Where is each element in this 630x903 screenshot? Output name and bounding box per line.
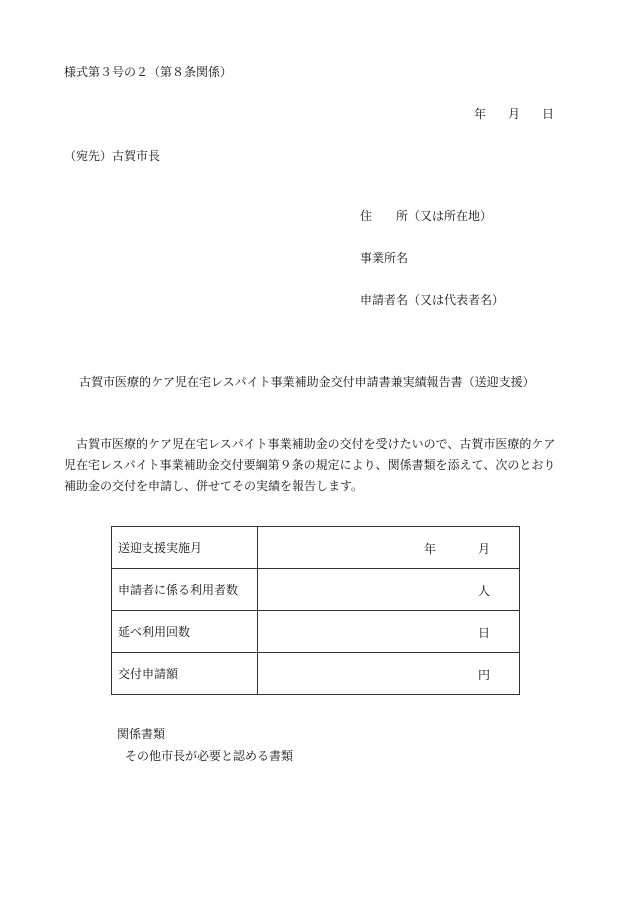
- recipient: （宛先）古賀市長: [64, 149, 161, 163]
- usage-count-field[interactable]: [258, 611, 520, 653]
- row-label: 送迎支援実施月: [112, 527, 258, 569]
- table-row: [112, 653, 520, 695]
- related-documents-heading: 関係書類: [117, 727, 166, 741]
- unit-person: 人: [477, 584, 490, 598]
- unit-month: 月: [477, 542, 490, 556]
- date-year: 年: [473, 107, 486, 121]
- table-row: [112, 569, 520, 611]
- date-month: 月: [507, 107, 520, 121]
- applicant-name-label: 申請者名（又は代表者名）: [360, 293, 505, 307]
- unit-day: 日: [477, 626, 490, 640]
- row-label: 交付申請額: [112, 653, 258, 695]
- date-day: 日: [541, 107, 554, 121]
- office-name-label: 事業所名: [360, 251, 409, 265]
- unit-yen: 円: [477, 668, 490, 682]
- row-label: 申請者に係る利用者数: [112, 569, 258, 611]
- body-text: 古賀市医療的ケア児在宅レスパイト事業補助金の交付を受けたいので、古賀市医療的ケア児在宅レスパイト事業補助金交付要綱第９条の規定により、関係書類を添えて、次のとおり補助金の交付を申請し、併せてその実績を報告します。: [64, 437, 556, 493]
- row-label: 延べ利用回数: [112, 611, 258, 653]
- document-title: 古賀市医療的ケア児在宅レスパイト事業補助金交付申請書兼実績報告書（送迎支援）: [79, 375, 535, 389]
- implementation-month-field[interactable]: [258, 527, 520, 569]
- related-documents-item: その他市長が必要と認める書類: [125, 749, 294, 763]
- table-row: [112, 611, 520, 653]
- info-table: [111, 526, 520, 695]
- form-number: 様式第３号の２（第８条関係）: [64, 65, 233, 79]
- table-row: [112, 527, 520, 569]
- user-count-field[interactable]: [258, 569, 520, 611]
- grant-amount-field[interactable]: [258, 653, 520, 695]
- unit-year: 年: [424, 542, 437, 556]
- date-line: [452, 106, 554, 122]
- address-label: 住 所（又は所在地）: [360, 209, 493, 223]
